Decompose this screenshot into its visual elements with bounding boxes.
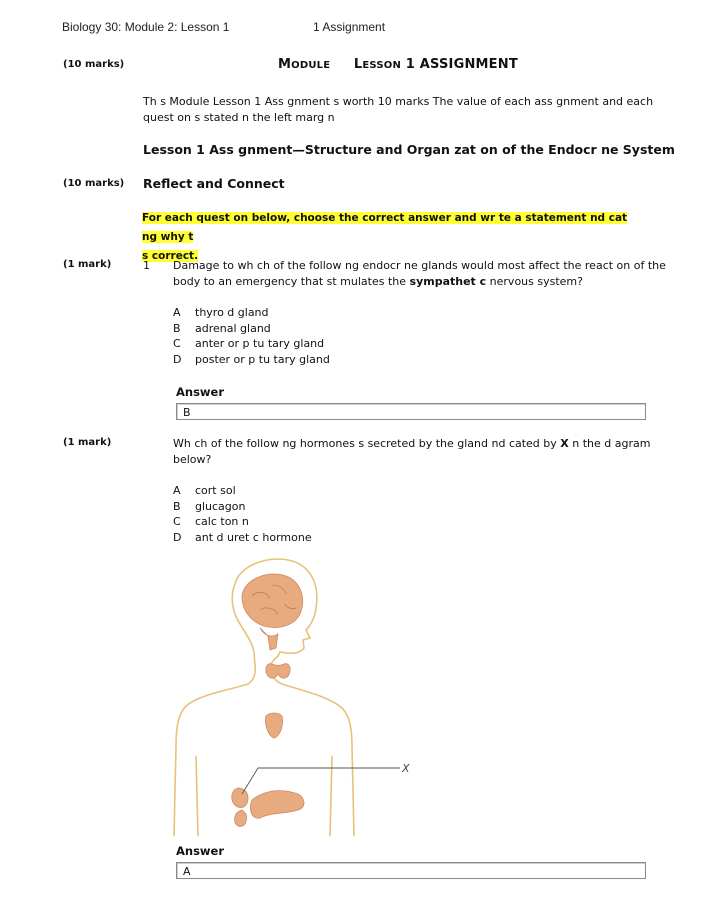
q2-stem-line-1: Wh ch of the follow ng hormones s secreted by the gland nd cated by X n the d agram (173, 437, 651, 450)
q1-options (173, 305, 330, 367)
total-marks: (10 marks) (63, 59, 125, 70)
brain (242, 574, 303, 627)
kidney (235, 810, 247, 826)
q2-option-d: D ant d uret c hormone (173, 530, 312, 544)
q1-number: 1 (143, 259, 150, 272)
q1-option-a: A thyro d gland (173, 306, 269, 319)
page-header-course: Biology 30: Module 2: Lesson 1 (62, 20, 230, 34)
instruction-line-1: For each quest on below, choose the correct answer and wr te a statement nd cat ng why t (142, 212, 628, 243)
q1-marks: (1 mark) (63, 259, 112, 270)
brainstem (260, 628, 278, 650)
page-header-assignment: 1 Assignment (313, 20, 386, 34)
q1-answer-label: Answer (176, 385, 225, 399)
q2-option-b: B glucagon (173, 499, 246, 513)
q1-option-d: D poster or p tu tary gland (173, 352, 330, 366)
instruction-line-2: s correct. (142, 250, 199, 262)
endocrine-system-diagram (160, 556, 430, 836)
q2-option-c: C calc ton n (173, 515, 249, 528)
q1-option-c: C anter or p tu tary gland (173, 337, 325, 350)
q1-stem-line-1: Damage to wh ch of the follow ng endocr ne glands would most affect the react on of the (173, 259, 666, 272)
thymus (265, 713, 282, 738)
q2-marks: (1 mark) (63, 437, 112, 448)
thyroid-gland (266, 664, 290, 678)
q1-option-b: B adrenal gland (173, 321, 271, 335)
intro-line-2: quest on s stated n the left marg n (143, 111, 335, 124)
q2-answer-label: Answer (176, 844, 225, 858)
x-pointer-line (242, 768, 400, 794)
q2-options (173, 483, 312, 545)
assignment-title: MODULE LESSON 1 ASSIGNMENT (278, 57, 518, 72)
q2-stem-line-2: below? (173, 453, 212, 466)
intro-line-1: Th s Module Lesson 1 Ass gnment s worth 10 marks The value of each ass gnment and each (143, 95, 654, 108)
diagram-label-x: X (402, 762, 410, 775)
instruction-block (142, 208, 642, 265)
q2-answer-field[interactable]: A (176, 862, 646, 879)
q1-stem-line-2: body to an emergency that st mulates the sympathet c nervous system? (173, 275, 583, 288)
q2-option-a: A cort sol (173, 484, 236, 497)
reflect-heading: Reflect and Connect (143, 176, 285, 191)
pancreas (250, 791, 304, 819)
q1-answer-field[interactable]: B (176, 403, 646, 420)
adrenal-gland (232, 788, 248, 808)
section-title: Lesson 1 Ass gnment—Structure and Organ zat on of the Endocr ne System (143, 142, 675, 157)
reflect-marks: (10 marks) (63, 178, 125, 189)
